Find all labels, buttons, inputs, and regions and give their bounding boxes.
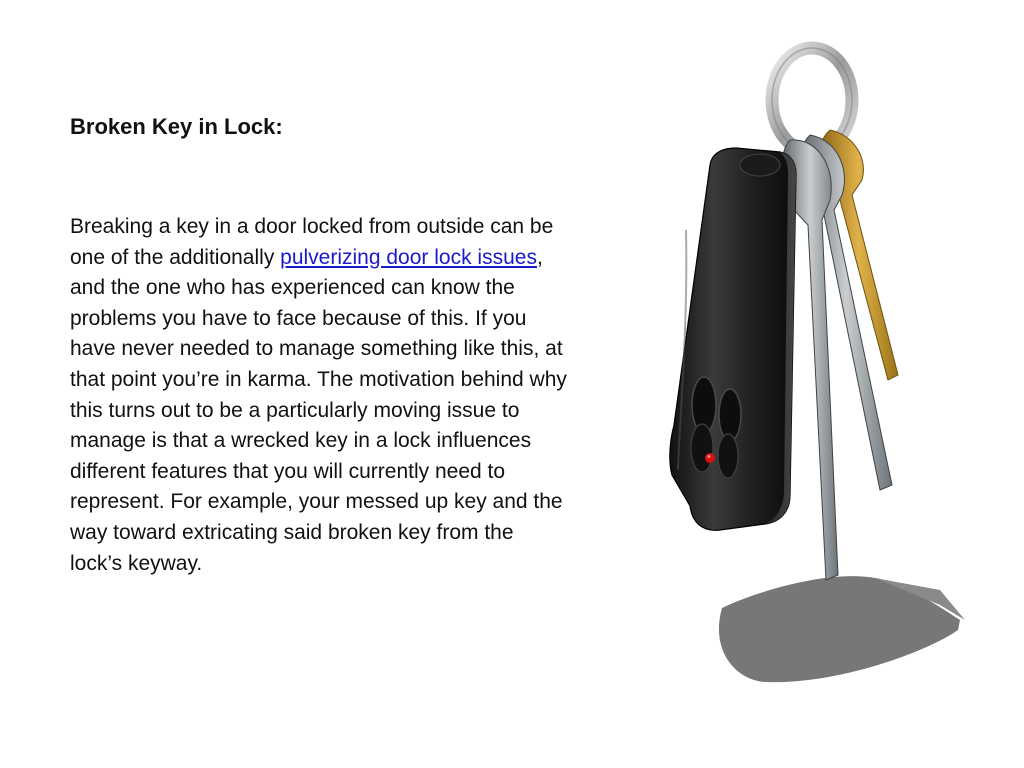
key-fob [670, 148, 796, 530]
paragraph-text-after-link: , and the one who has experienced can know the problems you have to face because of this. If you have never needed to manage something like this, at that point you’re in karma. The motivation behind why this turns out to be a particularly moving issue to manage is that a wrecked key in a lock influences different features that you will currently need to represent. For example, your messed up key and the way toward extricating said broken key from the lock’s keyway. [70, 245, 567, 575]
pulverizing-door-lock-issues-link[interactable]: pulverizing door lock issues [280, 245, 537, 269]
body-paragraph [70, 212, 570, 579]
paragraph-text-before-link: Breaking a key in a door locked from outside can be one of the additionally [70, 215, 554, 269]
keychain-illustration [640, 30, 1000, 710]
keychain-shadow [719, 576, 965, 682]
slide-title: Broken Key in Lock: [70, 114, 283, 139]
